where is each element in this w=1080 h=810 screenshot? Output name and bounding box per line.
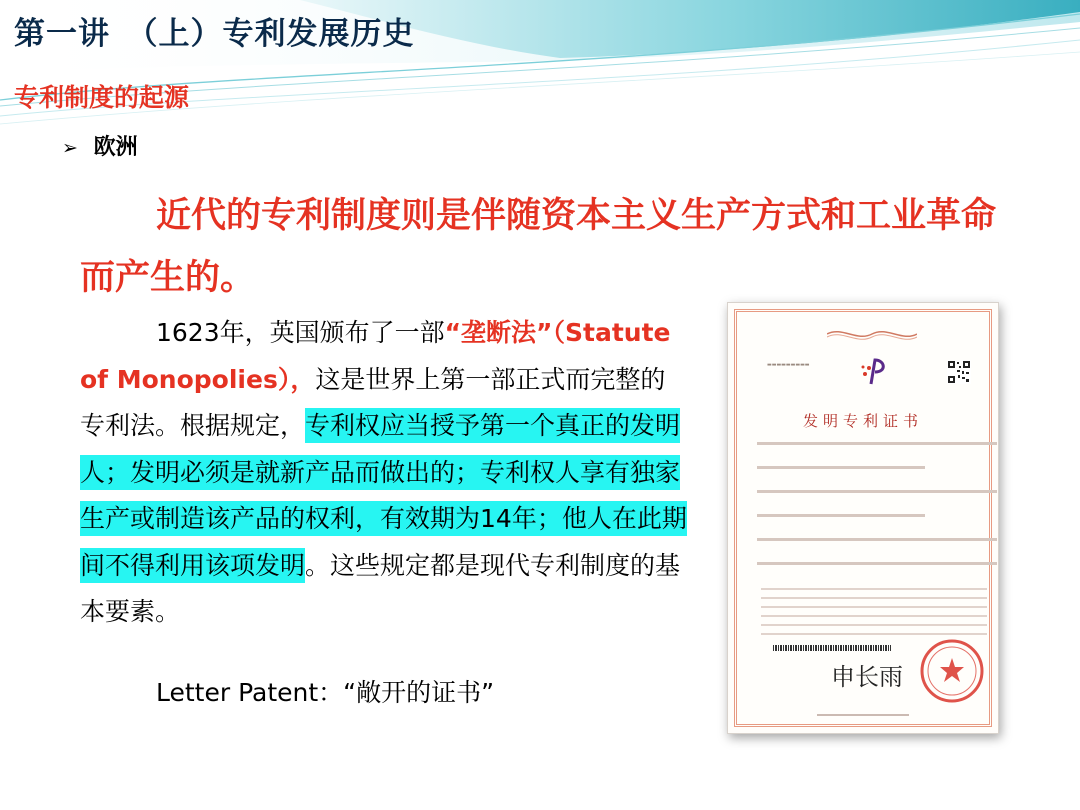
patent-office-logo-icon [855, 354, 889, 388]
section-subtitle: 专利制度的起源 [14, 83, 190, 112]
certificate-ornament-icon [827, 326, 917, 342]
patent-certificate-image [727, 302, 999, 734]
certificate-fine-print [761, 588, 987, 642]
bullet-label: 欧洲 [93, 135, 138, 160]
official-seal-icon [919, 638, 985, 704]
director-signature: 申长雨 [831, 663, 903, 691]
body-conclusion: 。这些规定都是现代专利制度的基本要素。 [80, 550, 681, 626]
certificate-border [734, 309, 992, 727]
body-middle: 这是世界上第一部正式而完整的专利法。根据规定， [80, 364, 666, 440]
certificate-number: ▬▬▬▬▬▬▬▬▬ [767, 362, 810, 368]
slide-title: 第一讲 （上）专利发展历史 [14, 16, 415, 52]
law-name-cn: “垄断法” [444, 318, 553, 347]
law-name-en: （Statute of Monopolies）， [80, 318, 671, 394]
barcode-icon [773, 645, 891, 651]
certificate-title: 发明专利证书 [802, 412, 923, 430]
certificate-fields [757, 442, 997, 586]
letter-patent-note: Letter Patent：“敞开的证书” [156, 678, 495, 707]
body-intro: 1623年，英国颁布了一部 [156, 318, 445, 347]
lead-statement: 近代的专利制度则是伴随资本主义生产方式和工业革命而产生的。 [80, 196, 997, 298]
arrow-bullet-icon: ➢ [62, 137, 78, 159]
bullet-item [62, 130, 138, 161]
qr-code-icon [947, 360, 971, 384]
body-paragraph [80, 310, 690, 636]
highlighted-provisions: 专利权应当授予第一个真正的发明人；发明必须是就新产品而做出的；专利权人享有独家生产或制造该产品的权利，有效期为14年；他人在此期间不得利用该项发明 [80, 408, 687, 583]
